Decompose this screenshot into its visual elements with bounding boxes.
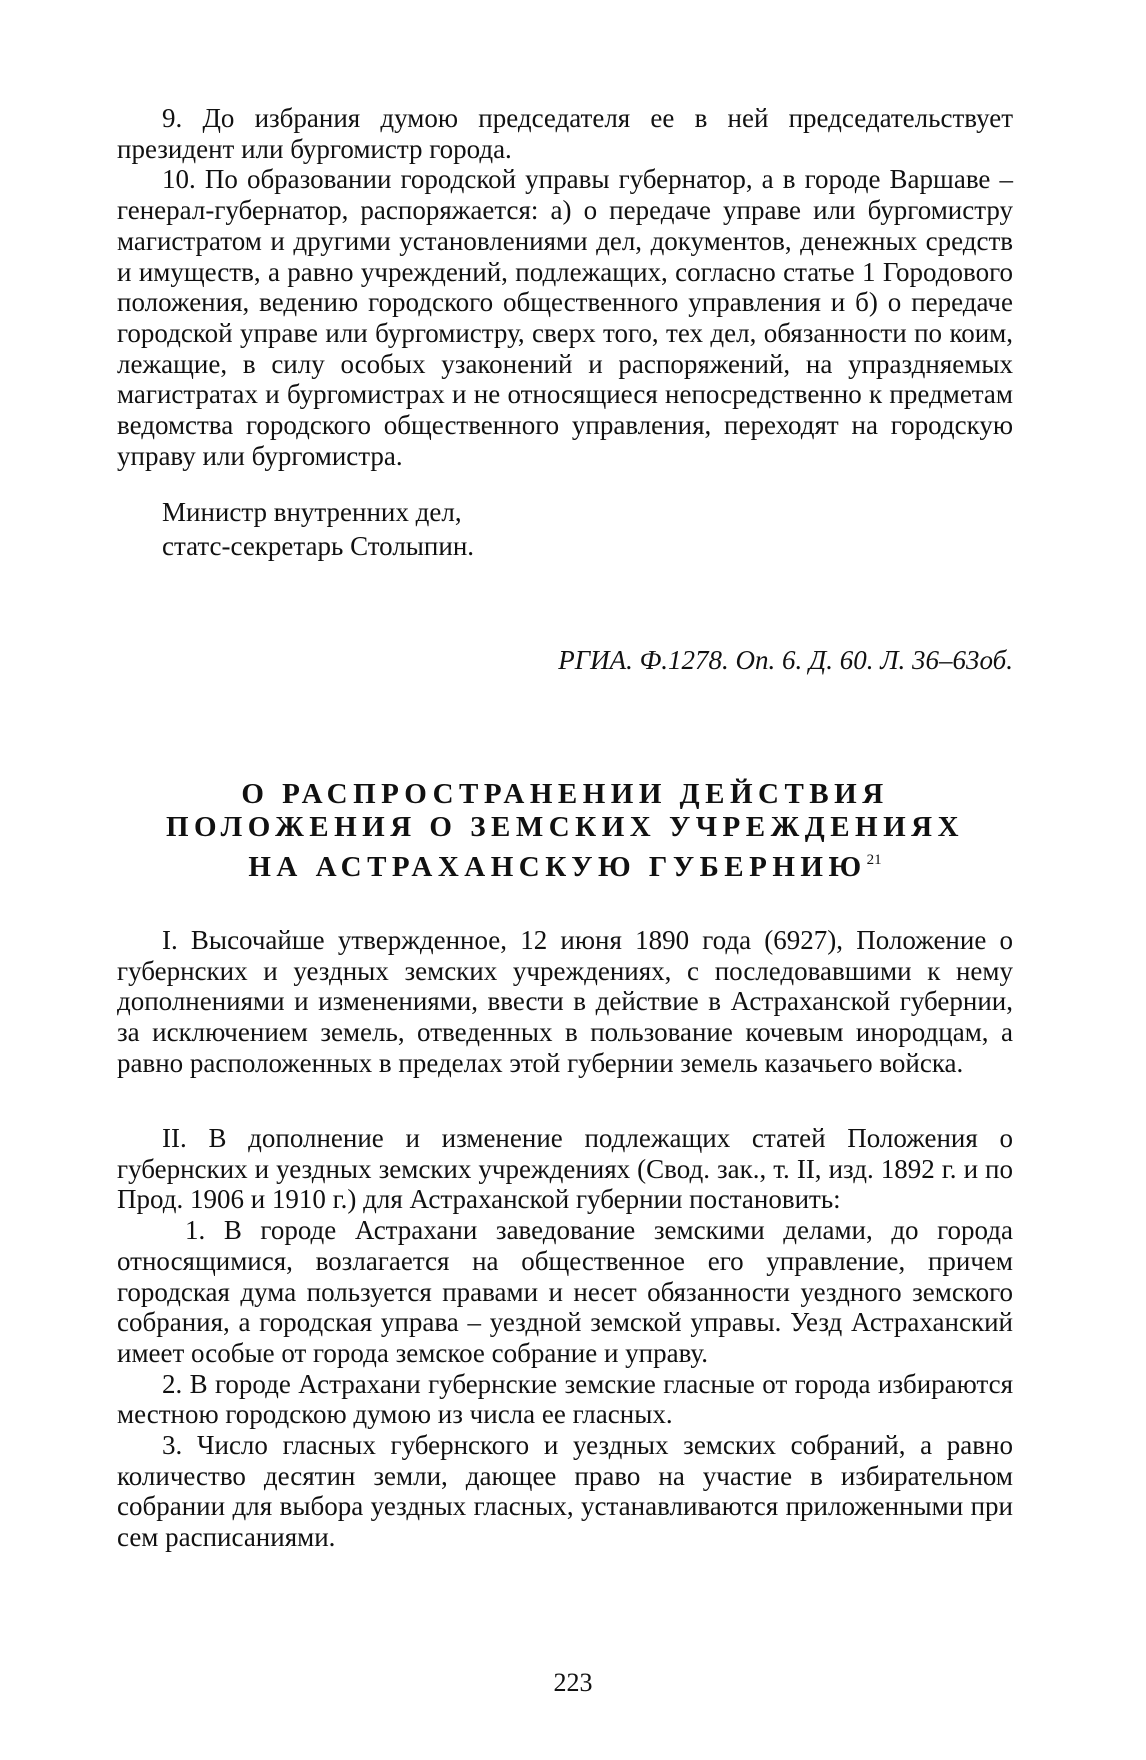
- footnote-marker: 21: [866, 852, 882, 868]
- heading-line-1: О РАСПРОСТРАНЕНИИ ДЕЙСТВИЯ: [241, 778, 889, 810]
- section-1-text: I. Высочайше утвержденное, 12 июня 1890 года (6927), Положение о губернских и уездных земских учреждениях, с последовавшими к нему дополнениями и изменениями, ввести в действие в Астраханской губернии, за исключением земель, отведенных в пользование кочевым инородцам, а равно расположенных в пределах этой губернии земель казачьего войска.: [117, 925, 1013, 1078]
- paragraph-10: 10. По образовании городской управы губернатор, а в городе Варшаве – генерал-губернатор, распоряжается: а) о передаче управе или бургомистру магистратом и другими установлениями дел, документов, денежных средств и имуществ, а равно учреждений, подлежащих, согласно статье 1 Городового положения, ведению городского общественного управления и б) о передаче городской управе или бургомистру, сверх того, тех дел, обязанности по коим, лежащие, в силу особых узаконений и распоряжений, на упраздняемых магистратах и бургомистрах и не относящиеся непосредственно к предметам ведомства городского общественного управления, переходят на городскую управу или бургомистра.: [117, 164, 1013, 471]
- section-2-item-2: 2. В городе Астрахани губернские земские гласные от города избираются местною городскою думою из числа ее гласных.: [117, 1368, 1013, 1430]
- paragraph-9: 9. До избрания думою председателя ее в ней председательствует президент или бургомистр города.: [117, 103, 1013, 164]
- signature-block: [162, 495, 862, 563]
- archive-source: РГИА. Ф.1278. Оп. 6. Д. 60. Л. 36–63об.: [558, 645, 1013, 675]
- page-number: 223: [553, 1668, 593, 1697]
- section-2-item-1: 1. В городе Астрахани заведование земскими делами, до города относящимися, возлагается на общественное его управление, причем городская дума пользуется правами и несет обязанности уездного земского собрания, а городская управа – уездной земской управы. Уезд Астраханский имеет особые от города земское собрание и управу.: [117, 1215, 1013, 1368]
- section-2-item-3: 3. Число гласных губернского и уездных земских собраний, а равно количество десятин земли, дающее право на участие в избирательном собрании для выбора уездных гласных, устанавливаются приложенными при сем расписаниями.: [117, 1430, 1013, 1553]
- decree-ending: [117, 103, 1013, 471]
- section-1: [117, 925, 1013, 1079]
- heading-line-3-text: НА АСТРАХАНСКУЮ ГУБЕРНИЮ: [248, 851, 867, 883]
- signature-title: Министр внутренних дел,: [162, 497, 462, 527]
- heading-line-3: [117, 844, 1013, 884]
- section-heading: [117, 778, 1013, 884]
- signature-name: статс-секретарь Столыпин.: [162, 531, 475, 561]
- section-2-intro: II. В дополнение и изменение подлежащих статей Положения о губернских и уездных земских учреждениях (Свод. зак., т. II, изд. 1892 г. и по Прод. 1906 и 1910 г.) для Астраханской губернии постановить:: [117, 1123, 1013, 1215]
- section-2: [117, 1123, 1013, 1553]
- heading-line-2: ПОЛОЖЕНИЯ О ЗЕМСКИХ УЧРЕЖДЕНИЯХ: [165, 811, 965, 843]
